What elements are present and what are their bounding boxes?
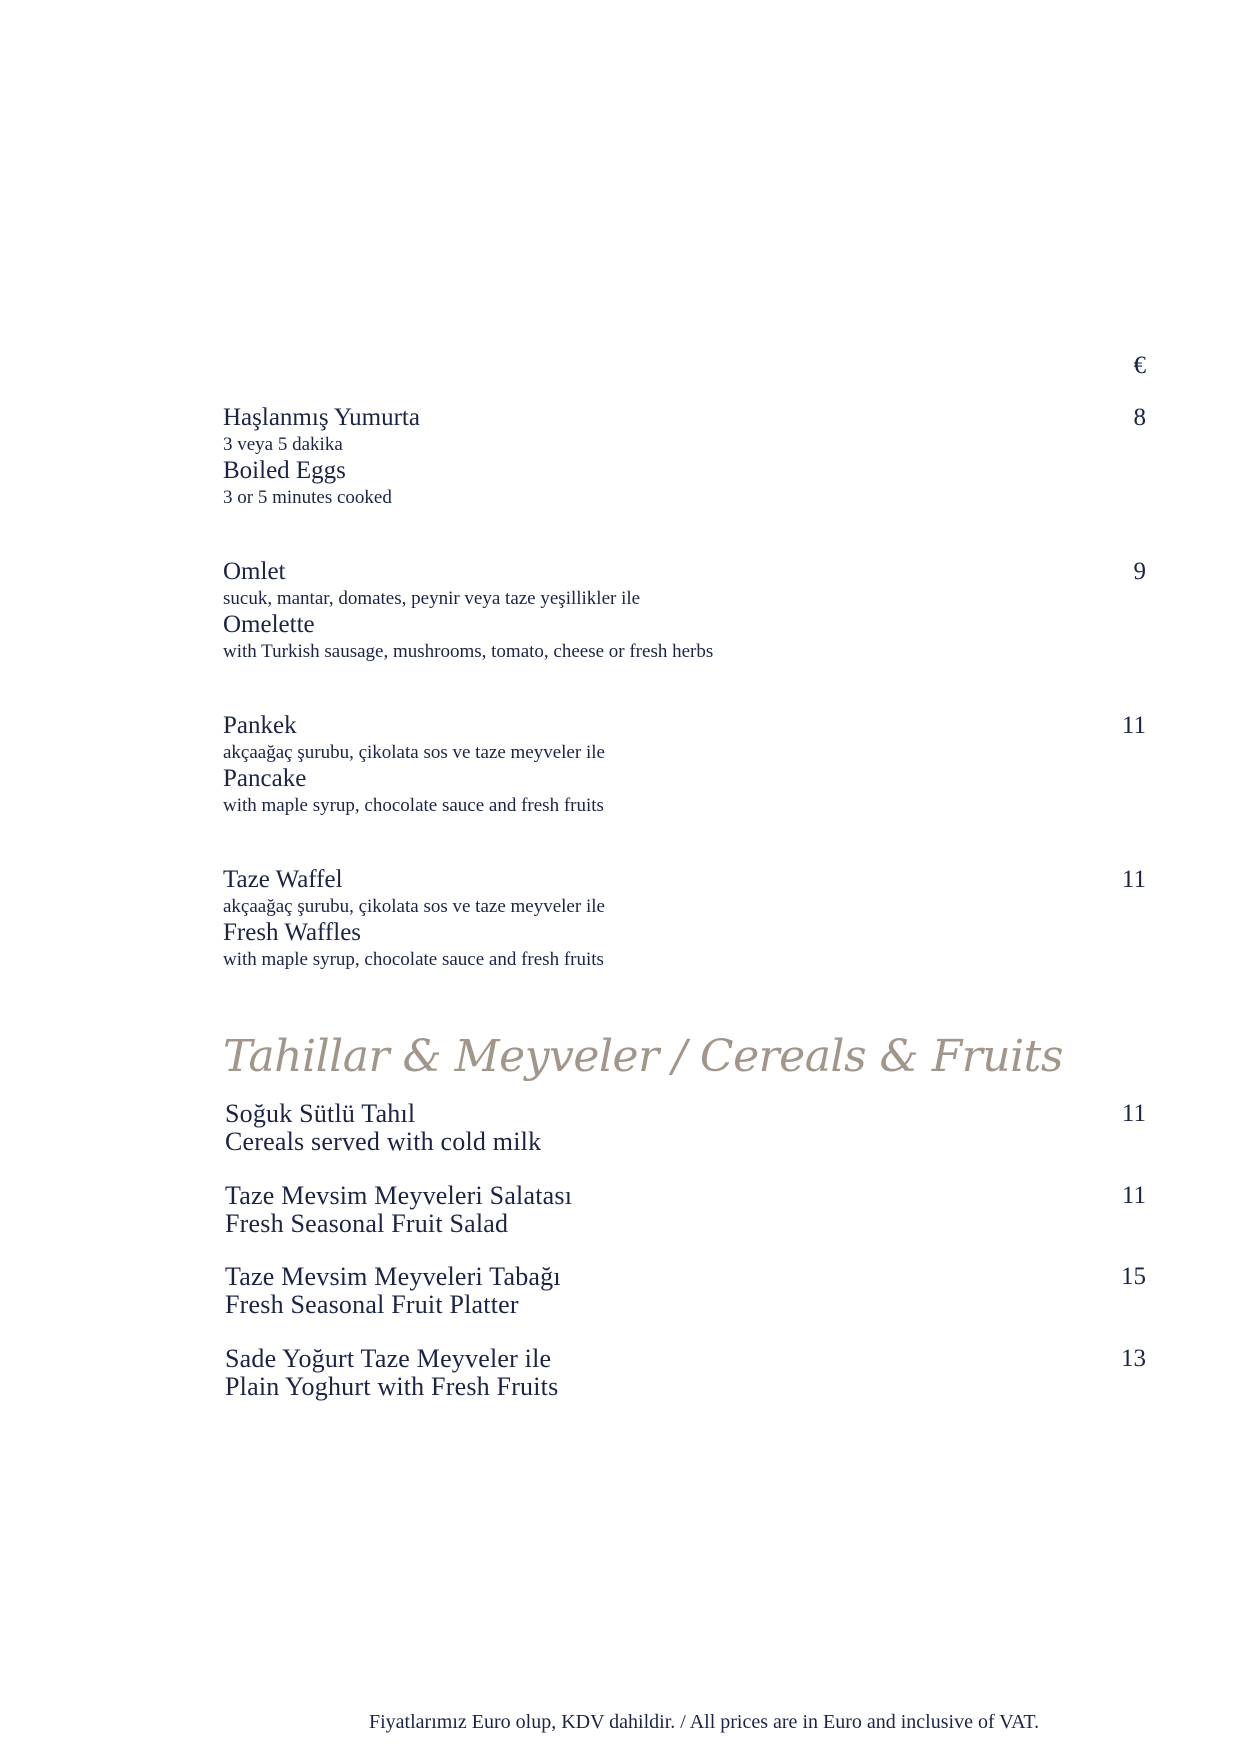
item-name-tr: Taze Mevsim Meyveleri Tabağı <box>225 1262 561 1291</box>
item-price: 15 <box>1121 1263 1146 1290</box>
currency-header: € <box>1133 352 1146 379</box>
item-desc-tr: sucuk, mantar, domates, peynir veya taze yeşillikler ile <box>223 588 641 609</box>
menu-item-cereals <box>225 1100 1146 1156</box>
item-price: 9 <box>1133 558 1146 585</box>
item-name-tr: Sade Yoğurt Taze Meyveler ile <box>225 1344 552 1373</box>
item-name-tr: Pankek <box>223 712 297 739</box>
item-name-en: Boiled Eggs <box>223 457 346 484</box>
item-desc-tr: 3 veya 5 dakika <box>223 434 343 455</box>
item-name-tr: Soğuk Sütlü Tahıl <box>225 1099 416 1128</box>
item-desc-en: with Turkish sausage, mushrooms, tomato, cheese or fresh herbs <box>223 641 714 662</box>
item-name-en: Cereals served with cold milk <box>225 1127 542 1156</box>
item-name-en: Fresh Seasonal Fruit Salad <box>225 1209 509 1238</box>
menu-item-omelette <box>223 557 1146 664</box>
item-name-tr: Taze Waffel <box>223 866 343 893</box>
item-name-en: Fresh Waffles <box>223 919 362 946</box>
item-name-en: Pancake <box>223 765 307 792</box>
item-price: 11 <box>1121 1100 1146 1127</box>
item-name-en: Plain Yoghurt with Fresh Fruits <box>225 1372 559 1401</box>
section-title-cereals-fruits: Tahillar & Meyveler / Cereals & Fruits <box>223 1031 1063 1082</box>
item-price: 8 <box>1133 404 1146 431</box>
menu-item-pancake <box>223 711 1146 818</box>
item-price: 11 <box>1121 712 1146 739</box>
item-desc-en: 3 or 5 minutes cooked <box>223 487 392 508</box>
menu-item-boiled-eggs <box>223 403 1146 510</box>
item-name-en: Fresh Seasonal Fruit Platter <box>225 1290 519 1319</box>
item-desc-en: with maple syrup, chocolate sauce and fresh fruits <box>223 795 604 816</box>
item-price: 11 <box>1121 866 1146 893</box>
menu-item-fruit-salad <box>225 1182 1146 1238</box>
item-desc-en: with maple syrup, chocolate sauce and fresh fruits <box>223 949 604 970</box>
item-name-tr: Omlet <box>223 558 286 585</box>
item-price: 11 <box>1121 1182 1146 1209</box>
item-desc-tr: akçaağaç şurubu, çikolata sos ve taze meyveler ile <box>223 896 605 917</box>
menu-item-waffles <box>223 865 1146 972</box>
footer-price-note: Fiyatlarımız Euro olup, KDV dahildir. / All prices are in Euro and inclusive of VAT. <box>369 1711 1040 1733</box>
item-price: 13 <box>1121 1345 1146 1372</box>
item-name-en: Omelette <box>223 611 315 638</box>
item-name-tr: Taze Mevsim Meyveleri Salatası <box>225 1181 573 1210</box>
menu-item-fruit-platter <box>225 1263 1146 1319</box>
item-name-tr: Haşlanmış Yumurta <box>223 404 420 431</box>
item-desc-tr: akçaağaç şurubu, çikolata sos ve taze meyveler ile <box>223 742 605 763</box>
menu-item-yoghurt <box>225 1345 1146 1401</box>
